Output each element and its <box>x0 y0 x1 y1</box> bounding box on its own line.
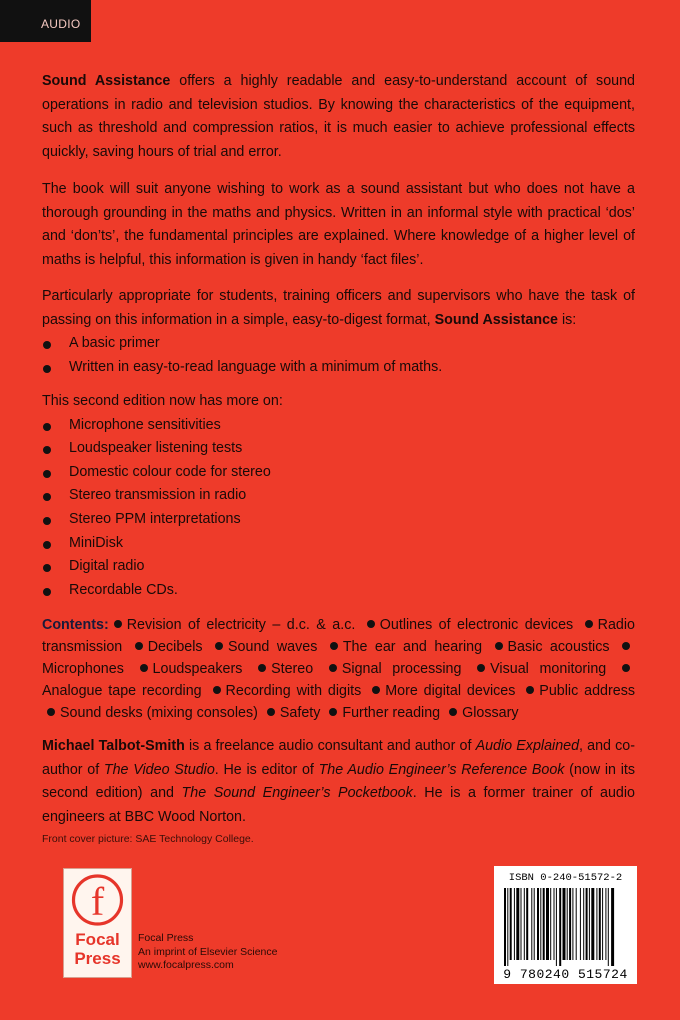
contents-bullet <box>330 642 338 650</box>
contents-bullet <box>495 642 503 650</box>
contents-item: Loudspeakers <box>152 661 243 678</box>
contents-item: Outlines of electronic devices <box>379 617 574 634</box>
contents-item: Basic acoustics <box>507 639 610 656</box>
barcode-bar <box>567 888 568 960</box>
suitability-paragraph <box>42 285 635 332</box>
contents-item: Glossary <box>462 704 519 721</box>
cover-credit: Front cover picture: SAE Technology College. <box>42 833 254 845</box>
edition-list <box>42 414 635 603</box>
barcode-bar <box>524 888 525 960</box>
barcode-bar <box>507 888 508 966</box>
contents-item: The ear and hearing <box>342 639 483 656</box>
barcode-bar <box>583 888 584 960</box>
contents-bullet <box>329 664 337 672</box>
list-item: Microphone sensitivities <box>42 414 635 438</box>
barcode-bar <box>546 888 549 960</box>
barcode-bar <box>611 888 614 966</box>
contents-item: Decibels <box>147 639 203 656</box>
barcode-bar <box>602 888 603 960</box>
contents-items <box>42 617 635 720</box>
barcode-bar <box>516 888 519 960</box>
contents-bullet <box>526 686 534 694</box>
author-name: Michael Talbot-Smith <box>42 738 185 755</box>
ean-number: 9 780240 515724 <box>503 967 628 982</box>
book-title: Audio Explained <box>475 738 580 755</box>
contents-item: Safety <box>279 704 321 721</box>
section-tab-label: AUDIO <box>41 17 81 31</box>
contents-item: Radio transmission <box>42 617 635 656</box>
barcode-bar <box>550 888 551 960</box>
barcode-bar <box>589 888 590 960</box>
logo-word-press: Press <box>74 949 121 968</box>
contents-bullet <box>258 664 266 672</box>
list-item: Digital radio <box>42 555 635 579</box>
audience-paragraph: The book will suit anyone wishing to work as a sound assistant but who does not have a thorough grounding in the maths and physics. Written in an informal style with practical ‘dos’ and ‘don’ts’, the fundamental principles are explained. Where knowledge of a higher level of maths is helpful, this information is given in handy ‘fact files’. <box>42 181 635 268</box>
contents-item: Sound desks (mixing consoles) <box>60 704 258 721</box>
publisher-name: Focal Press <box>138 932 194 944</box>
barcode-bar <box>569 888 571 960</box>
contents-bullet <box>622 664 630 672</box>
focal-f-emblem-icon <box>64 869 131 933</box>
focal-press-logo <box>63 868 132 978</box>
contents-item: Signal processing <box>341 661 462 678</box>
list-item: Domestic colour code for stereo <box>42 461 635 485</box>
bio-text: . He is a former trainer of audio engineers at BBC Wood Norton. <box>42 785 635 825</box>
intro-paragraph <box>42 70 635 164</box>
edition-intro: This second edition now has more on: <box>42 393 283 410</box>
barcode-bar <box>531 888 532 960</box>
barcode-bar <box>526 888 528 960</box>
logo-letter: f <box>90 879 105 924</box>
contents-bullet <box>140 664 148 672</box>
contents-item: Analogue tape recording <box>42 682 202 699</box>
barcode-bar <box>599 888 601 960</box>
isbn-number: ISBN 0-240-51572-2 <box>508 872 623 884</box>
publisher-url: www.focalpress.com <box>138 959 234 971</box>
logo-word-focal: Focal <box>75 930 120 949</box>
barcode-bar <box>504 888 506 966</box>
contents-bullet <box>372 686 380 694</box>
contents-item: Revision of electricity – d.c. & a.c. <box>126 617 356 634</box>
barcode-bars-icon <box>502 888 629 966</box>
barcode-bar <box>514 888 515 960</box>
contents-bullet <box>47 708 55 716</box>
barcode-bar <box>586 888 588 960</box>
intro-text: offers a highly readable and easy-to-understand account of sound operations in radio and television studios. By knowing the characteristics of the equipment, such as threshold and compression ratios, it is much easier to achieve professional effects quickly, saving hours of trial and error. <box>42 73 635 160</box>
section-tab <box>0 0 91 42</box>
contents-item: Visual monitoring <box>490 661 607 678</box>
bio-text: , and co-author of <box>42 738 635 778</box>
list-item: Recordable CDs. <box>42 579 635 603</box>
barcode-bar <box>580 888 581 960</box>
barcode-bar <box>543 888 545 960</box>
feature-list <box>42 332 635 379</box>
contents-item: Public address <box>539 682 635 699</box>
barcode-bar <box>591 888 594 960</box>
contents-item: Microphones <box>42 661 124 678</box>
author-bio <box>42 735 635 829</box>
list-item: Stereo PPM interpretations <box>42 508 635 532</box>
list-item: A basic primer <box>42 332 635 356</box>
barcode-bar <box>556 888 557 966</box>
contents-bullet <box>622 642 630 650</box>
barcode-bar <box>510 888 512 960</box>
barcode-bar <box>559 888 561 966</box>
contents-item: Further reading <box>342 704 441 721</box>
contents-bullet <box>135 642 143 650</box>
suitability-title: Sound Assistance <box>434 311 558 328</box>
barcode-bar <box>554 888 555 960</box>
list-item: Loudspeaker listening tests <box>42 437 635 461</box>
barcode-bar <box>596 888 597 960</box>
contents-bullet <box>267 708 275 716</box>
contents-item: Sound waves <box>228 639 318 656</box>
bio-text: (now in its second edition) and <box>42 761 635 802</box>
intro-title: Sound Assistance <box>42 73 171 89</box>
contents-bullet <box>114 620 122 628</box>
contents-bullet <box>585 620 593 628</box>
isbn-barcode <box>494 866 637 984</box>
barcode-bar <box>540 888 541 960</box>
back-cover-text <box>42 70 635 829</box>
publisher-imprint: An imprint of Elsevier Science <box>138 945 278 958</box>
list-item: Written in easy-to-read language with a minimum of maths. <box>42 356 635 380</box>
barcode-bar <box>608 888 609 966</box>
suitability-tail: is: <box>557 311 577 328</box>
contents-bullet <box>477 664 485 672</box>
contents-bullet <box>215 642 223 650</box>
barcode-bar <box>563 888 566 960</box>
bio-text: is a freelance audio consultant and author of <box>184 738 476 755</box>
book-title: The Video Studio <box>103 761 215 778</box>
barcode-bar <box>572 888 573 960</box>
suitability-text: Particularly appropriate for students, training officers and supervisors who have the task of passing on this information in a simple, easy-to-digest format, <box>42 288 635 328</box>
contents-paragraph <box>42 615 635 724</box>
list-item: MiniDisk <box>42 532 635 556</box>
contents-label: Contents: <box>42 617 109 634</box>
contents-item: More digital devices <box>385 682 516 699</box>
contents-bullet <box>367 620 375 628</box>
book-title: The Audio Engineer’s Reference Book <box>318 761 565 778</box>
contents-item: Recording with digits <box>225 682 362 699</box>
list-item: Stereo transmission in radio <box>42 484 635 508</box>
contents-item: Stereo <box>271 661 314 678</box>
contents-bullet <box>329 708 337 716</box>
barcode-bar <box>537 888 539 960</box>
barcode-bar <box>576 888 577 960</box>
contents-bullet <box>449 708 457 716</box>
barcode-bar <box>605 888 606 960</box>
contents-bullet <box>213 686 221 694</box>
publisher-info <box>138 932 277 973</box>
barcode-bar <box>521 888 522 960</box>
book-title: The Sound Engineer’s Pocketbook <box>181 785 413 802</box>
bio-text: . He is editor of <box>214 761 319 778</box>
barcode-bar <box>534 888 535 960</box>
